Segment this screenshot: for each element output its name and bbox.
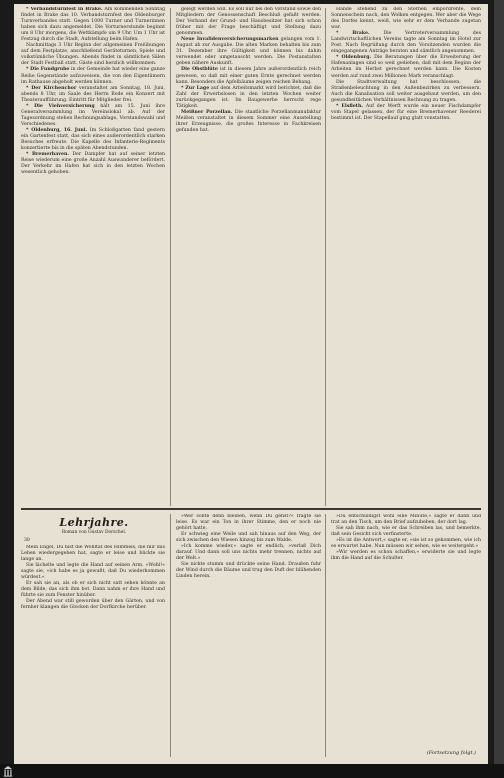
news-item (21, 104, 165, 128)
serial-subtitle: Roman von Gustav Dorschel. (61, 530, 127, 535)
news-item (21, 152, 165, 176)
news-item-heading: * Oldenburg, 16. Juni. (26, 127, 88, 133)
scan-edge (494, 0, 504, 778)
news-item-heading: * Die Fundgrube (26, 67, 70, 73)
serial-paragraph: »Es ist die Antwort,« sagte er, »sie ist so gekommen, wie ich es erwartet habe. Nun müssen wir sehen, wie es weitergeht.« (331, 538, 481, 550)
news-item (176, 37, 321, 67)
news-column-1 (21, 7, 165, 506)
news-item-heading: * Die Viehversicherung (26, 103, 95, 109)
serial-column-2 (176, 514, 321, 757)
news-item-heading: * Zur Lage (181, 85, 210, 91)
news-item (21, 86, 165, 104)
news-item-text: gelegt werden will. Es soll nur bei den Vorstand sowie den Mitgliedern der Genossenschaft Beschluß gefaßt werden. Der Verband der Grund- und Hausbesitzer hat sich schon früher mit der Frage beschäftigt und Stellung dazu genommen. (176, 7, 321, 37)
serial-paragraph: Er sah sie an, als ob er sich nicht satt sehen könnte an dem Bilde, das sich ihm bot. Dann nahm er ihre Hand und führte sie zum Fenster hinüber. (21, 581, 165, 599)
news-item (21, 128, 165, 152)
news-item-heading: * Verbandsturnfest in Brake. (26, 7, 103, 12)
news-item-text: Auf der Werft wurde ein neuer Fischdampfer vom Stapel gelassen, der für eine Bremerhavener Reederei bestimmt ist. Der Stapellauf ging glatt vonstatten. (331, 103, 481, 121)
newspaper-page (14, 4, 488, 764)
serial-paragraph: Der Abend war still geworden über den Gärten, und von fernher klangen die Glocken der Dorfkirche herüber. (21, 599, 165, 611)
news-item-text: ist in diesem Jahre außerordentlich reich gewesen, so daß mit einer guten Ernte gerechnet werden kann. Besonders die Apfelbäume zeigen reichen Behang. (176, 67, 321, 85)
news-item (331, 104, 481, 122)
serial-paragraph: »Wir werden es schon schaffen,« erwiderte sie und legte ihm die Hand auf die Schulter. (331, 550, 481, 562)
serial-paragraph: Mein Engel, Du bist die Wohltat des Himmels, die mir das Leben wiedergegeben hat, sagte er leise und blickte sie lange an. (21, 545, 165, 563)
serial-column-3 (331, 514, 481, 757)
news-item (21, 7, 165, 43)
news-item-text: Am kommenden Sonntag findet in Brake das 10. Verbandsturnfest des Oldenburger Turnverbandes statt. Gegen 1000 Turner und Turnerinnen haben sich dazu angemeldet. Die Vorturnerstunde beginnt um 8 Uhr morgens, die Wettkämpfe um 9 Uhr. Um 1 Uhr ist Festzug durch die Stadt, Aufstellung beim Hafen. (21, 7, 165, 43)
serial-title: Lehrjahre. (59, 516, 129, 529)
serial-paragraph: Sie nickte stumm und drückte seine Hand. Draußen fuhr der Wind durch die Bäume und trug den Duft der blühenden Linden herein. (176, 562, 321, 580)
news-item-heading: * Oldenburg. (336, 55, 372, 61)
news-item-heading: * Bremerhaven. (26, 152, 69, 158)
news-item-text: Hände stehend zu den Sternen empordrehte, dem Sonnenschein nach, den Wolken entgegen. Wer aber die Wege des Dorfes kennt, weiß, wie sehr er dem Verbande zugetan war. (331, 7, 481, 31)
footer-strip (0, 764, 504, 778)
news-item-text: veranstaltet am Sonntag, 18. Juni, abends 8 Uhr, im Saale des Herrn Bode ein Konzert mit Theateraufführung. Eintritt für Mitglieder frei. (21, 85, 165, 103)
news-item-text: gelangen vom 1. August ab zur Ausgabe. Die alten Marken behalten bis zum 31. Dezember ihre Gültigkeit und können bis dahin verwendet oder umgetauscht werden. Die Postanstalten geben nähere Auskunft. (176, 37, 321, 67)
news-item (331, 31, 481, 55)
news-item-heading: * Der Kirchenchor (26, 85, 77, 91)
news-item-text: Der Dampfer hat auf seiner letzten Reise wiederum eine große Anzahl Auswanderer befördert. Der Verkehr im Hafen hat sich in den letzten Wochen wesentlich gehoben. (21, 152, 165, 176)
news-item (331, 80, 481, 104)
serial-paragraph: Sie sah ihm nach, wie er das Schreiben las, und bemerkte, daß sein Gesicht sich verfinsterte. (331, 526, 481, 538)
news-item (21, 43, 165, 67)
news-item-text: Die Vertreterversammlung des Landwirtschaftlichen Vereins tagte am Sonntag im Hotel zur Post. Nach Begrüßung durch den Vorsitzenden wurden die eingegangenen Anträge beraten und sämtlich angenommen. (331, 31, 481, 55)
news-item-heading: * Brake. (336, 31, 370, 37)
news-item (331, 7, 481, 31)
news-item-text: Nachmittags 3 Uhr Beginn der allgemeinen Freiübungen auf dem Festplatze, anschließend Geräteturnen, Spiele und volkstümliche Übungen. Abends findet in sämtlichen Sälen der Stadt Festball statt. Gäste sind herzlich willkommen. (21, 43, 165, 67)
news-item-text: hält am 15. Juni ihre Generalversammlung im Vereinslokal ab. Auf der Tagesordnung stehen Rechnungsablage, Vorstandswahl und Verschiedenes. (21, 103, 165, 127)
news-column-3 (331, 7, 481, 506)
news-item-text: auf dem Arbeitsmarkt wird berichtet, daß die Zahl der Erwerbslosen in den letzten Wochen weiter zurückgegangen ist. Im Baugewerbe herrscht rege Tätigkeit. (176, 85, 321, 109)
serial-column-1 (21, 545, 165, 757)
serial-installment-number: 30 (24, 538, 30, 543)
news-item (176, 110, 321, 134)
serial-paragraph: »Du entschuldigst wohl eine Minute,« sagte er dann und trat an den Tisch, um den Brief aufzuheben, der dort lag. (331, 514, 481, 526)
news-column-2 (176, 7, 321, 506)
column-divider (170, 8, 171, 506)
serial-paragraph: »Ich komme wieder,« sagte er endlich, »verlaß Dich darauf. Und dann soll uns nichts mehr trennen, nichts auf der Welt.« (176, 544, 321, 562)
continuation-note: (Fortsetzung folgt.) (426, 750, 476, 756)
news-item (176, 7, 321, 37)
news-item (176, 86, 321, 110)
news-item-text: Die Stadtverwaltung hat beschlossen, die Straßenbeleuchtung in den Außenbezirken zu verbessern. Auch die Kanalisation soll weiter ausgebaut werden, um den gesundheitlichen Verhältnissen Rechnung zu tragen. (331, 79, 481, 103)
news-item-heading: Neue Invalidenversicherungsmarken (181, 37, 279, 43)
column-divider (325, 514, 326, 757)
news-item-heading: Meißner Porzellan. (181, 109, 233, 115)
news-item (331, 55, 481, 79)
news-item-text: Im Schloßgarten fand gestern ein Gartenfest statt, das sich eines außerordentlich starken Besuches erfreute. Die Kapelle des Infanterie-Regiments konzertierte bis in die späten Abendstunden. (21, 127, 165, 152)
serial-paragraph: Sie lächelte und legte die Hand auf seinen Arm. »Wohl!« sagte sie, »ich habe es ja gewußt, daß Du wiederkommen würdest.« (21, 563, 165, 581)
serial-paragraph: Er schwieg eine Weile und sah hinaus auf den Weg, der sich zwischen den Wiesen hinzog bis zum Walde. (176, 532, 321, 544)
news-item-heading: * Elsfleth. (336, 103, 364, 109)
serial-paragraph: »Wer sollte denn bleiben, wenn Du gehst?« fragte sie leise. Es war ein Ton in ihrer Stimme, den er noch nie gehört hatte. (176, 514, 321, 532)
news-item-text: Die staatliche Porzellanmanufaktur Meißen veranstaltet in diesem Sommer eine Ausstellung ihrer Erzeugnisse, die großes Interesse in Fachkreisen gefunden hat. (176, 109, 321, 133)
news-item (21, 67, 165, 85)
news-item-text: in der Gemeinde hat wieder eine ganze Reihe Gegenstände aufzuweisen, die von den Eigentümern im Rathause abgeholt werden können. (21, 67, 165, 85)
column-divider (325, 8, 326, 506)
section-divider (21, 508, 481, 510)
column-divider (170, 514, 171, 757)
news-item-heading: Die Obstblüte (181, 67, 218, 73)
news-item (176, 67, 321, 85)
building-icon (3, 765, 13, 777)
news-item-text: Die Beratungen über die Erweiterung der Hafenanlagen sind so weit gediehen, daß mit dem Beginn der Arbeiten im Herbst gerechnet werden kann. Die Kosten werden auf rund zwei Millionen Mark veranschlagt. (331, 55, 481, 79)
